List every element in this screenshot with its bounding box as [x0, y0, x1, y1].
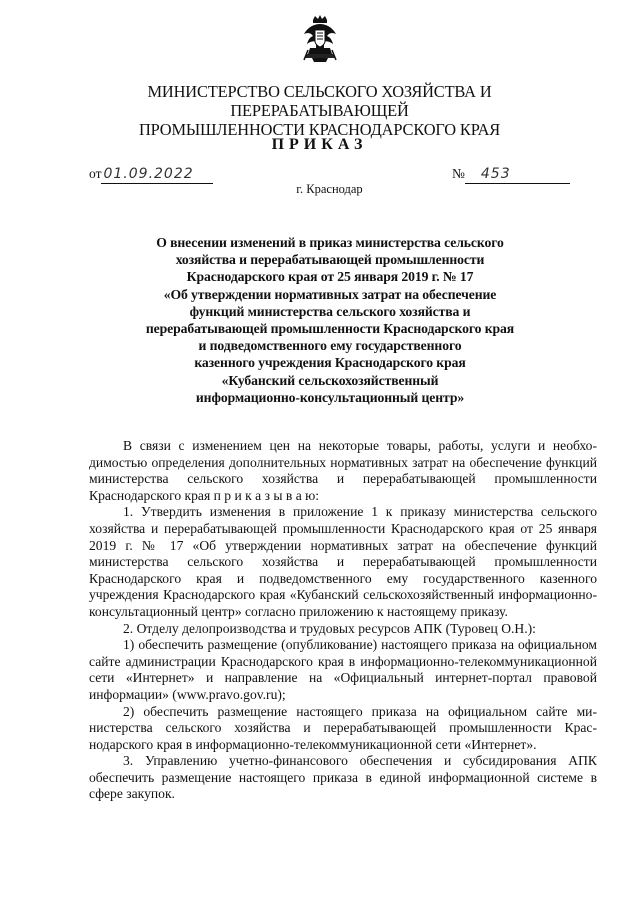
order-title	[120, 234, 540, 406]
coat-of-arms-icon	[302, 14, 338, 64]
title-line: хозяйства и перерабатывающей промышленности	[175, 252, 485, 268]
title-line: Краснодарского края от 25 января 2019 г. № 17	[186, 269, 474, 285]
title-line: перерабатывающей промышленности Краснодарского края	[145, 321, 515, 337]
title-line: О внесении изменений в приказ министерства сельского	[156, 235, 504, 250]
title-line: «Кубанский сельскохозяйственный	[221, 372, 439, 388]
paragraph-preamble: В связи с изменением цен на некоторые товары, работы, услуги и необходимостью определения дополнительных нормативных затрат на обеспечение функций министерства сельского хозяйства и перерабатывающей промышленности Краснодарского края п р и к а з ы в а ю:	[89, 438, 597, 503]
title-line: информационно-консультационный центр»	[195, 389, 465, 405]
paragraph-item-3: 3. Управлению учетно-финансового обеспечения и субсидирования АПК обеспечить размещение настоящего приказа в единой информационной системе в сфере закупок.	[89, 753, 597, 802]
ministry-name-line-1: МИНИСТЕРСТВО СЕЛЬСКОГО ХОЗЯЙСТВА И ПЕРЕРАБАТЫВАЮЩЕЙ	[147, 82, 492, 120]
date-value: 01.09.2022	[101, 166, 213, 184]
ministry-name-line-2: ПРОМЫШЛЕННОСТИ КРАСНОДАРСКОГО КРАЯ	[138, 120, 501, 139]
city-label: г. Краснодар	[296, 182, 363, 196]
title-line: «Об утверждении нормативных затрат на обеспечение	[163, 286, 497, 302]
ministry-name	[60, 82, 579, 139]
date-prefix: от	[89, 166, 102, 181]
paragraph-item-2-2: 2) обеспечить размещение настоящего приказа на официальном сайте министерства сельского хозяйства и перерабатывающей промышленности Краснодарского края в информационно-телекоммуникационной сети «Интернет».	[89, 703, 597, 752]
paragraph-item-2: 2. Отделу делопроизводства и трудовых ресурсов АПК (Туровец О.Н.):	[123, 620, 536, 636]
document-type-heading: ПРИКАЗ	[271, 136, 368, 153]
number-prefix: №	[452, 166, 465, 181]
paragraph-item-1: 1. Утвердить изменения в приложение 1 к приказу министерства сельского хозяйства и перерабатывающей промышленности Краснодарского края от 25 января 2019 г. № 17 «Об утверждении нормативных затрат на обеспечение функций министерства сельского хозяйства и перерабатывающей промышленности Краснодарского края и подведомственного ему государственного казенного учреждения Краснодарского края «Кубанский сельскохозяйственный информационно-консультационный центр» согласно приложению к настоящему приказу.	[89, 504, 597, 619]
title-line: функций министерства сельского хозяйства и	[189, 303, 471, 319]
order-body	[89, 438, 597, 803]
title-line: казенного учреждения Краснодарского края	[194, 355, 466, 371]
number-value: 453	[465, 166, 570, 184]
paragraph-item-2-1: 1) обеспечить размещение (опубликование) настоящего приказа на официальном сайте администрации Краснодарского края в информационно-телекоммуникационной сети «Интернет» и направление на «Официальный интернет-портал правовой информации» (www.pravo.gov.ru);	[89, 637, 597, 702]
title-line: и подведомственного ему государственного	[198, 338, 462, 354]
